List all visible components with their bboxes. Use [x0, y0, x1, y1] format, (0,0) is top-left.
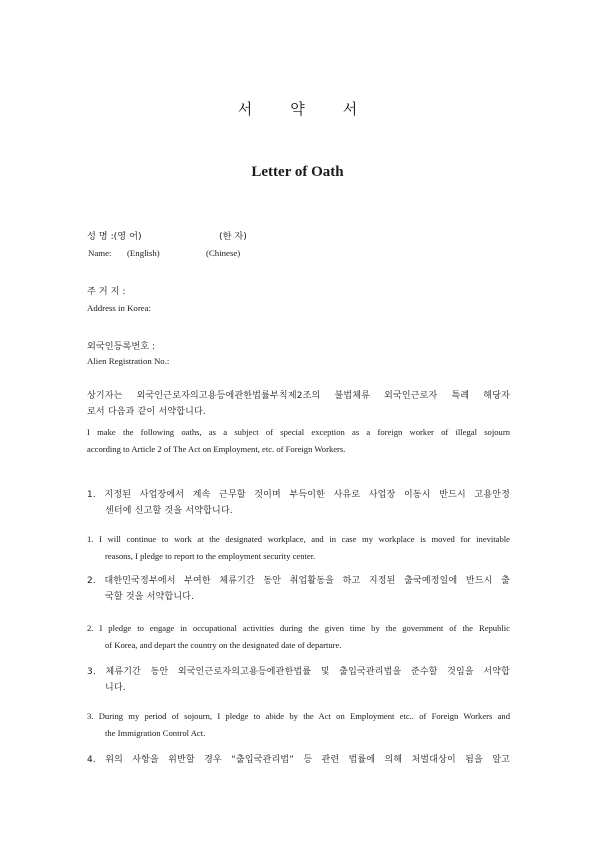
- document-title-english: Letter of Oath: [251, 164, 344, 180]
- oath-item-3-korean: [87, 664, 510, 696]
- oath-item-4-korean-line-1: 4. 위의 사항을 위반할 경우 “출입국관리법” 등 관련 법률에 의해 처벌대상이 됨을 알고: [87, 755, 510, 765]
- intro-english-line-1: I make the following oaths, as a subject of special exception as a foreign worker of illegal sojourn: [87, 427, 510, 437]
- address-label-korean: 주 거 지 :: [87, 286, 126, 297]
- oath-item-3-korean-line-1: 3. 체류기간 동안 외국인근로자의고용등에관한법률 및 출입국관리법을 준수할 것임을 서약합: [87, 667, 510, 677]
- oath-item-1-korean-line-2: 센터에 신고할 것을 서약합니다.: [105, 506, 233, 516]
- name-english-label: (English): [127, 248, 160, 258]
- intro-korean-line-1: 상기자는 외국인근로자의고용등에관한법률부칙제2조의 불법체류 외국인근로자 특례 해당자: [87, 391, 510, 401]
- oath-item-2-english-line-2: of Korea, and depart the country on the designated date of departure.: [105, 640, 342, 650]
- name-label-english: Name:: [88, 248, 112, 258]
- intro-english-line-2: according to Article 2 of The Act on Employment, etc. of Foreign Workers.: [87, 444, 346, 454]
- title-char-3: 서: [342, 100, 358, 118]
- oath-item-1-korean: [87, 487, 510, 519]
- oath-item-2-english: [87, 620, 510, 654]
- alien-registration-label-korean: 외국인등록번호 :: [87, 341, 156, 352]
- name-label-korean: 성 명 :(영 어): [87, 231, 142, 242]
- oath-item-2-english-line-1: 2. I pledge to engage in occupational activities during the given time by the government of the Republic: [87, 623, 510, 633]
- oath-item-3-korean-line-2: 니다.: [105, 683, 126, 693]
- oath-item-3-english: [87, 708, 510, 742]
- name-chinese-label-korean: (한 자): [219, 231, 247, 242]
- oath-item-1-english-line-2: reasons, I pledge to report to the employment security center.: [105, 551, 316, 561]
- oath-item-2-korean: [87, 573, 510, 605]
- oath-item-3-english-line-2: the Immigration Control Act.: [105, 728, 206, 738]
- document-title-korean: [0, 98, 595, 119]
- oath-item-1-korean-line-1: 1. 지정된 사업장에서 계속 근무할 것이며 부득이한 사유로 사업장 이동시 반드시 고용안정: [87, 490, 510, 500]
- intro-english: [87, 424, 510, 458]
- oath-item-2-korean-line-1: 2. 대한민국정부에서 부여한 체류기간 동안 취업활동을 하고 지정된 출국예정일에 반드시 출: [87, 576, 510, 586]
- title-char-2: 약: [290, 100, 305, 118]
- oath-item-4-korean: [87, 752, 510, 768]
- intro-korean-line-2: 로서 다음과 같이 서약합니다.: [87, 407, 206, 417]
- name-chinese-label: (Chinese): [206, 248, 241, 258]
- intro-korean: [87, 388, 510, 420]
- oath-item-1-english: [87, 531, 510, 565]
- oath-item-1-english-line-1: 1. I will continue to work at the designated workplace, and in case my workplace is moved for inevitable: [87, 534, 510, 544]
- alien-registration-label-english: Alien Registration No.:: [87, 356, 170, 366]
- oath-item-2-korean-line-2: 국할 것을 서약합니다.: [105, 592, 195, 602]
- title-char-1: 서: [237, 100, 253, 118]
- address-label-english: Address in Korea:: [87, 303, 152, 313]
- oath-item-3-english-line-1: 3. During my period of sojourn, I pledge to abide by the Act on Employment etc.. of Foreign Workers and: [87, 711, 510, 721]
